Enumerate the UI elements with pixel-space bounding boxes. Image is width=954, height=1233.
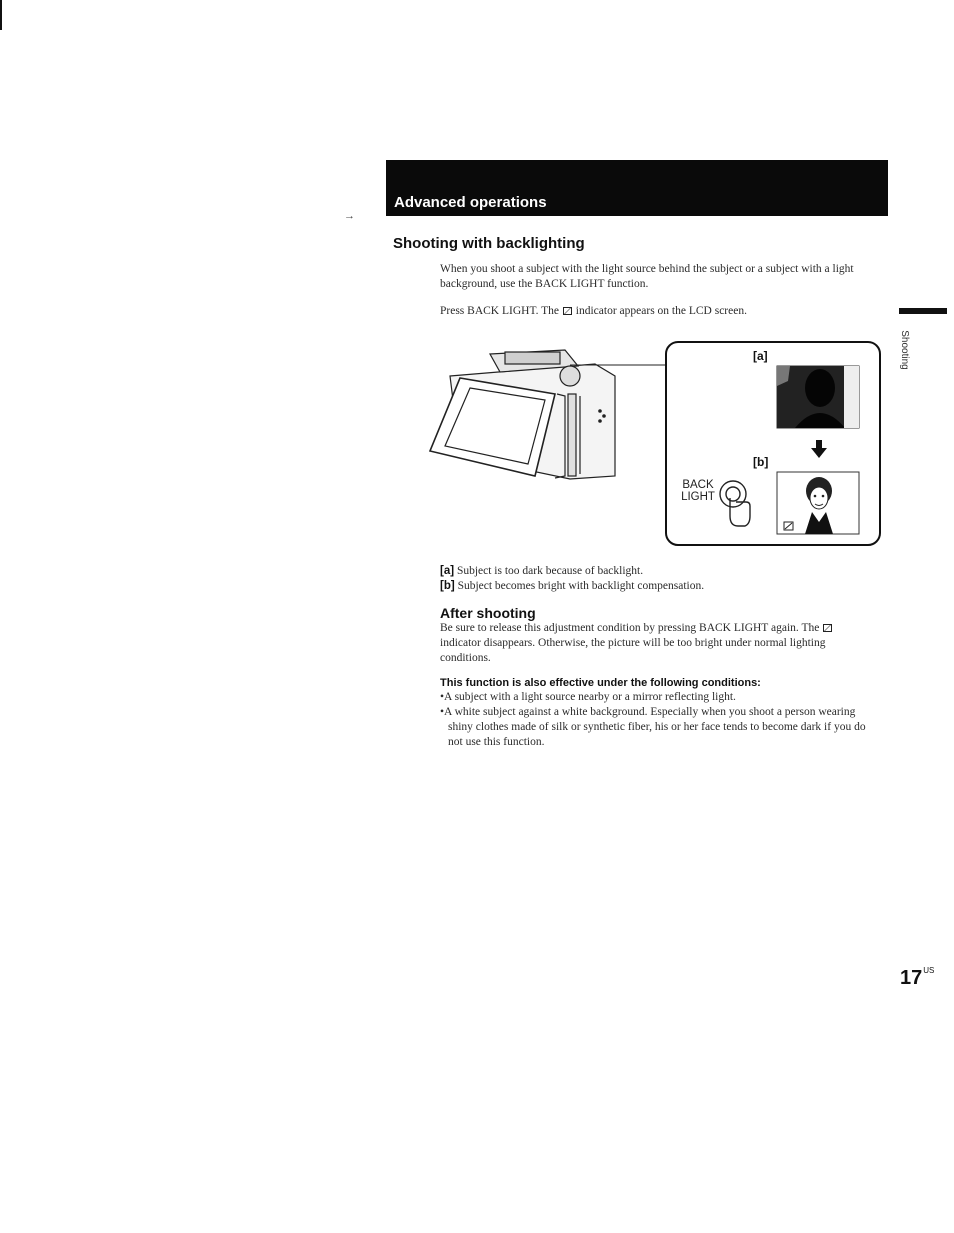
conditions-heading: This function is also effective under the following conditions: <box>440 677 761 689</box>
caption-a <box>440 564 870 579</box>
chapter-tab-marker <box>899 308 947 314</box>
caption-a-text: Subject is too dark because of backlight. <box>454 565 644 577</box>
page-number-suffix: US <box>923 966 935 975</box>
backlight-indicator-icon <box>823 624 832 632</box>
instruction-text-before: Press BACK LIGHT. The <box>440 305 562 317</box>
page-number-value: 17 <box>900 967 923 989</box>
backlight-label-line2: LIGHT <box>681 491 715 503</box>
page-number <box>900 966 934 990</box>
registration-mark: → <box>344 210 355 222</box>
conditions-list <box>440 690 878 750</box>
finger-press-icon <box>720 481 750 526</box>
label-b: [b] <box>753 455 769 469</box>
backlight-label-line1: BACK <box>682 479 714 491</box>
caption-b <box>440 579 870 594</box>
bright-subject-screen <box>777 472 859 534</box>
list-item: • A subject with a light source nearby or a mirror reflecting light. <box>440 690 878 705</box>
after-text-after: indicator disappears. Otherwise, the picture will be too bright under normal lighting conditions. <box>440 637 826 664</box>
caption-b-text: Subject becomes bright with backlight compensation. <box>454 580 705 592</box>
after-shooting-heading: After shooting <box>440 605 536 621</box>
section-title: Advanced operations <box>394 194 547 211</box>
figure-svg <box>420 336 890 551</box>
page-heading: Shooting with backlighting <box>393 235 585 252</box>
instruction-paragraph <box>440 304 875 319</box>
after-shooting-paragraph <box>440 621 872 666</box>
dark-subject-screen <box>777 366 859 428</box>
label-a: [a] <box>753 349 768 363</box>
intro-paragraph: When you shoot a subject with the light source behind the subject or a subject with a light background, use the BACK LIGHT function. <box>440 263 854 290</box>
margin-mark <box>0 0 2 30</box>
caption-a-key: [a] <box>440 565 455 577</box>
backlight-indicator-icon <box>563 307 572 315</box>
backlight-button-label <box>678 479 718 503</box>
caption-b-key: [b] <box>440 580 455 592</box>
instruction-text-after: indicator appears on the LCD screen. <box>572 305 747 317</box>
backlight-figure <box>420 336 890 551</box>
camera-illustration <box>430 350 615 479</box>
after-text-before: Be sure to release this adjustment condition by pressing BACK LIGHT again. The <box>440 622 823 634</box>
chapter-tab-label: Shooting <box>899 330 910 370</box>
down-arrow-icon <box>811 440 827 458</box>
list-item: • A white subject against a white background. Especially when you shoot a person wearing shiny clothes made of silk or synthetic fiber, his or her face tends to become dark if you do not use this function. <box>440 705 878 750</box>
